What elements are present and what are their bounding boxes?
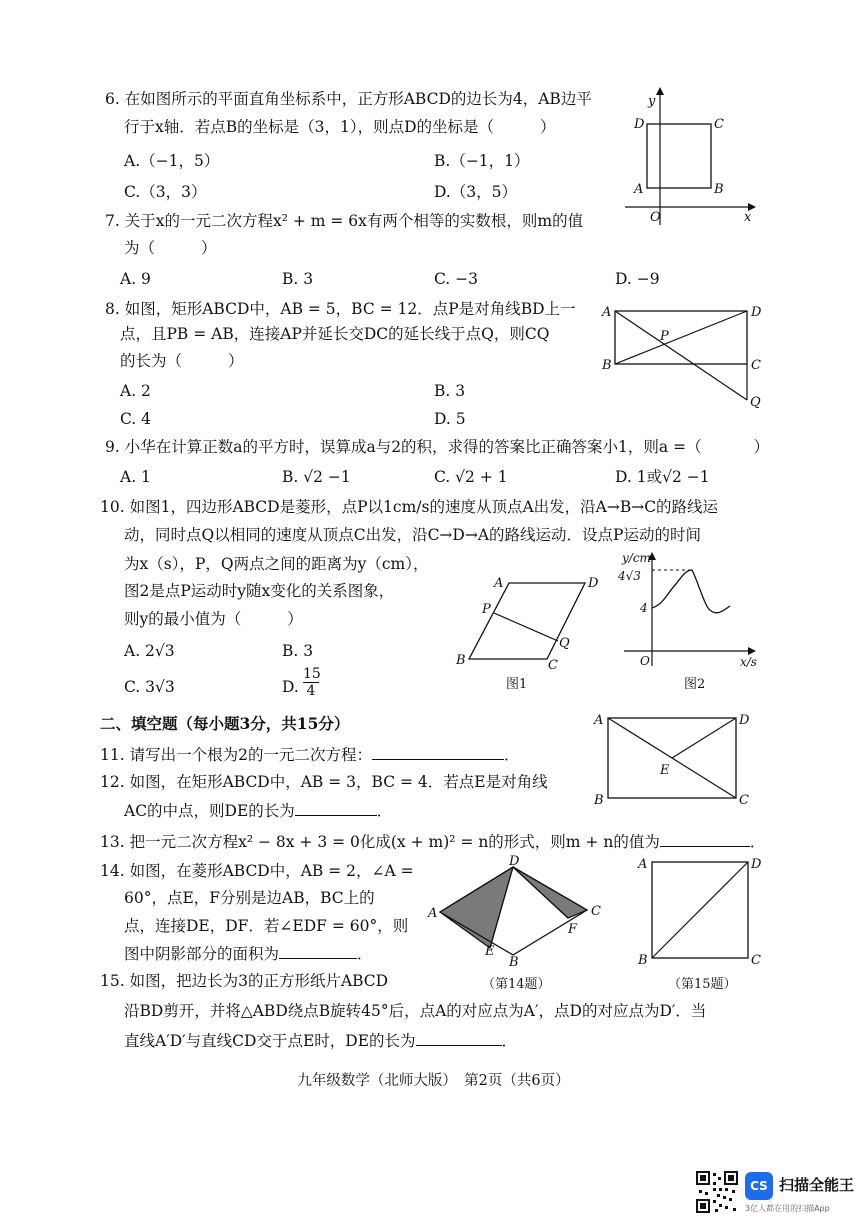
brand-name: 扫描全能王 [779,1176,855,1194]
q14-figure [425,854,610,970]
q14-answer-blank[interactable] [279,942,357,959]
q6-figure [620,85,760,230]
q15-label-c: C [751,953,761,968]
q6-line1: 6. 在如图所示的平面直角坐标系中，正方形ABCD的边长为4，AB边平 [105,90,592,108]
q7-option-a: A. 9 [120,270,151,288]
q7-option-c: C. −3 [434,270,479,288]
q10-fig1-label-p: P [482,602,491,617]
q14-line1: 14. 如图，在菱形ABCD中，AB = 2，∠A = [100,862,414,880]
q10-option-d-fraction [303,666,319,699]
q10-line3: 为x（s），P，Q两点之间的距离为y（cm）， [124,555,429,573]
q14-label-f: F [568,922,578,937]
q6-label-o: O [650,210,661,225]
q8-line2: 点，且PB = AB，连接AP并延长交DC的延长线于点Q，则CQ [120,325,550,343]
q6-option-d: D.（3，5） [434,183,518,201]
q6-label-c: C [714,117,724,132]
q7-option-b: B. 3 [282,270,314,288]
q15-caption: （第15题） [668,977,737,992]
q12-line1: 12. 如图，在矩形ABCD中，AB = 3，BC = 4．若点E是对角线 [100,773,548,791]
q9-option-a: A. 1 [120,468,151,486]
q10-figure1-caption: 图1 [506,677,528,692]
q10-graph-ylabel: y/cm [622,551,651,565]
q10-line5: 则y的最小值为（ ） [124,610,303,628]
q14-line3: 点，连接DE，DF．若∠EDF = 60°，则 [124,917,409,935]
q15-line2: 沿BD剪开，并将△ABD绕点B旋转45°后，点A的对应点为A′，点D的对应点为D′．当 [124,1002,707,1020]
q8-label-c: C [751,358,761,373]
q13-line: 13. 把一元二次方程x² − 8x + 3 = 0化成(x + m)² = n的形式，则m + n的值为 ． [100,830,765,853]
q15-label-b: B [638,953,648,968]
q9-option-d: D. 1或√2 −1 [615,468,710,486]
q8-label-b: B [602,358,612,373]
q14-label-c: C [591,904,601,919]
q10-line4: 图2是点P运动时y随x变化的关系图象， [124,582,395,600]
q6-option-c: C.（3，3） [124,183,207,201]
q8-line1: 8. 如图，矩形ABCD中，AB = 5，BC = 12．点P是对角线BD上一 [105,300,576,318]
q8-option-c: C. 4 [120,410,152,428]
q8-option-d: D. 5 [434,410,466,428]
q14-line2: 60°，点E，F分别是边AB，BC上的 [124,889,375,907]
q14-label-d: D [509,854,520,869]
q9-option-b: B. √2 −1 [282,468,351,486]
q6-label-a: A [634,182,644,197]
q8-option-a: A. 2 [120,382,151,400]
q10-fig1-label-d: D [588,576,599,591]
q10-option-d-numerator: 15 [303,666,321,682]
q14-label-e: E [485,944,495,959]
q10-fig1-label-c: C [548,658,558,673]
q10-option-d: D. [282,678,299,696]
q6-option-b: B.（−1，1） [434,152,530,170]
q10-graph-ytick-mid: 4 [640,601,648,615]
q8-option-b: B. 3 [434,382,466,400]
q10-option-d-denominator: 4 [306,683,316,699]
q12-label-b: B [594,793,604,808]
q12-label-a: A [594,713,604,728]
q8-line3: 的长为（ ） [120,352,244,370]
brand-tagline: 3亿人都在用的扫描App [745,1204,830,1213]
q10-figure2-caption: 图2 [684,677,706,692]
q10-fig1-label-q: Q [559,636,570,651]
q12-line2: AC的中点，则DE的长为 ． [124,799,392,822]
q9-line1: 9. 小华在计算正数a的平方时，误算成a与2的积，求得的答案比正确答案小1，则a =（ ） [105,438,770,456]
q10-graph-ytick-top: 4√3 [618,569,641,583]
q11-answer-blank[interactable] [372,743,504,760]
q15-answer-blank[interactable] [416,1029,502,1046]
q10-graph-xlabel: x/s [740,655,757,669]
q12-label-e: E [660,763,670,778]
page-footer: 九年级数学（北师大版） 第2页（共6页） [297,1073,570,1089]
q14-caption: （第14题） [482,977,551,992]
q15-line3: 直线A′D′与直线CD交于点E时，DE的长为 ． [124,1029,517,1052]
q15-label-a: A [638,857,648,872]
q15-label-d: D [751,857,762,872]
q14-label-a: A [428,906,438,921]
q12-label-c: C [739,793,749,808]
q11-line: 11. 请写出一个根为2的一元二次方程： ． [100,743,519,766]
q8-label-q: Q [750,395,761,410]
q7-line2: 为（ ） [124,239,217,257]
q10-figure2-graph [612,548,762,670]
q10-line1: 10. 如图1，四边形ABCD是菱形，点P以1cm/s的速度从顶点A出发，沿A→B→C的路线运 [100,498,719,516]
q6-option-a: A.（−1，5） [124,152,220,170]
q8-label-a: A [602,305,612,320]
q7-option-d: D. −9 [615,270,660,288]
q6-label-x: x [744,210,752,225]
q6-label-y: y [648,94,656,109]
q9-option-c: C. √2 + 1 [434,468,508,486]
q10-line2: 动，同时点Q以相同的速度从顶点C出发，沿C→D→A的路线运动．设点P运动的时间 [124,526,701,544]
camscanner-logo-icon: CS [745,1172,773,1200]
q8-label-d: D [751,305,762,320]
q13-answer-blank[interactable] [660,830,750,847]
q15-figure [632,852,760,970]
q14-label-b: B [509,955,519,970]
section-fill-in-title: 二、填空题（每小题3分，共15分） [100,714,350,733]
q10-fig1-label-b: B [456,653,466,668]
q10-fig1-label-a: A [494,576,504,591]
q12-label-d: D [739,713,750,728]
q6-label-d: D [634,117,645,132]
q8-figure [598,300,770,412]
qr-code-icon [695,1170,739,1214]
q14-line4: 图中阴影部分的面积为 ． [124,942,373,965]
q10-graph-origin: O [640,654,650,668]
q7-line1: 7. 关于x的一元二次方程x² + m = 6x有两个相等的实数根，则m的值 [105,212,584,230]
q12-figure [590,708,755,806]
q10-option-c: C. 3√3 [124,678,175,696]
q10-figure1-rhombus [452,575,600,675]
q8-label-p: P [660,329,669,344]
q10-option-a: A. 2√3 [124,642,175,660]
q6-label-b: B [714,182,724,197]
q12-answer-blank[interactable] [295,799,377,816]
q10-option-b: B. 3 [282,642,314,660]
q15-line1: 15. 如图，把边长为3的正方形纸片ABCD [100,972,389,990]
q6-line2: 行于x轴．若点B的坐标是（3，1），则点D的坐标是（ ） [124,118,556,136]
